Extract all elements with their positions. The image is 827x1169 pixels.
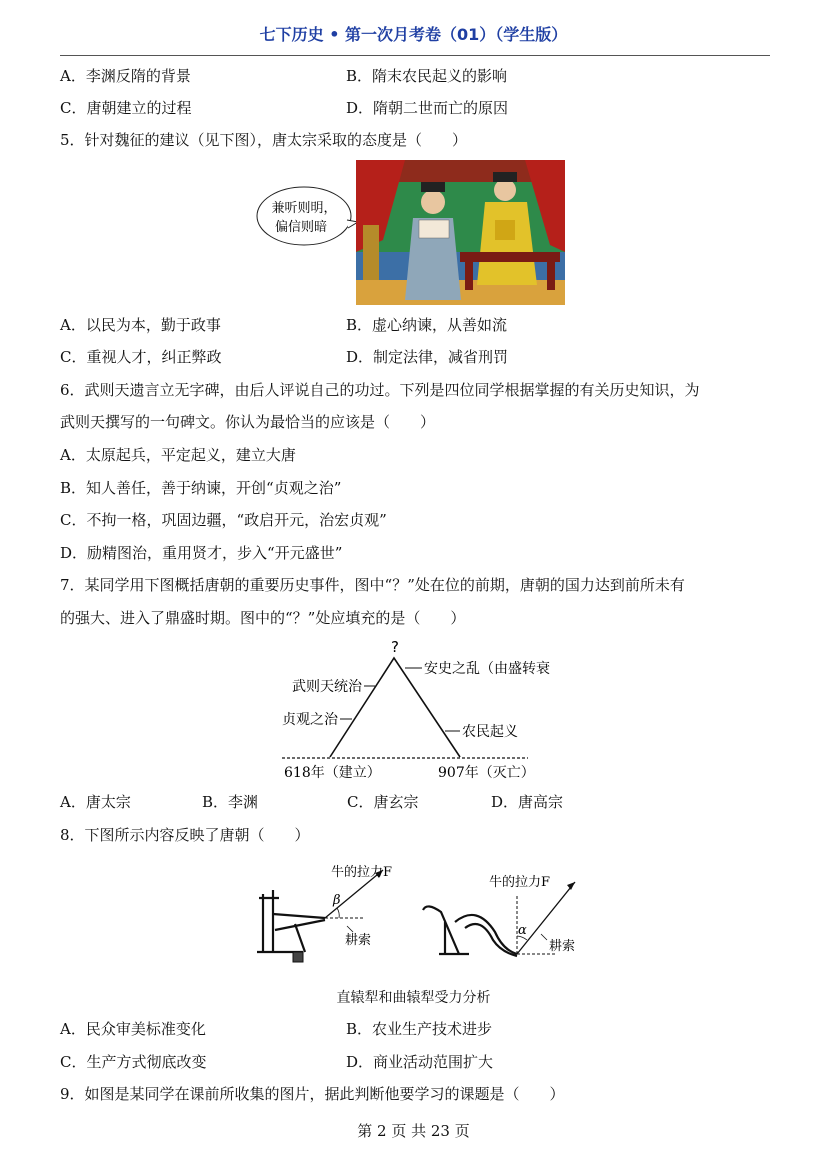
diagram-right-upper: 安史之乱（由盛转衰 [424,661,550,677]
header-rule [60,55,770,56]
q8-diagram-svg [245,852,595,977]
q5-painting-svg [255,160,567,306]
q7-tang-timeline-diagram [260,634,560,784]
q5-option-d: D．制定法律，减省刑罚 [346,348,509,366]
q7-option-c: C．唐玄宗 [347,793,419,811]
q8-option-d: D．商业活动范围扩大 [346,1053,494,1071]
speech-bubble [257,187,351,245]
page-number-footer: 第 2 页 共 23 页 [357,1122,470,1140]
q5-stem: 5．针对魏征的建议（见下图），唐太宗采取的态度是（ ） [60,131,468,149]
painting [356,160,565,305]
page-header: 七下历史 • 第一次月考卷（01）（学生版） [259,25,568,44]
right-rope-leader [541,934,547,940]
q5-option-a: A．以民为本，勤于政事 [60,316,221,334]
straight-plough [257,890,325,962]
q8-option-c: C．生产方式彻底改变 [60,1053,207,1071]
left-force-label: 牛的拉力F [331,865,393,880]
left-rope-label: 耕索 [345,933,372,948]
q4-option-c: C．唐朝建立的过程 [60,99,192,117]
q5-option-b: B．虚心纳谏，从善如流 [346,316,508,334]
q6-option-b: B．知人善任，善于纳谏，开创“贞观之治” [60,479,342,497]
q7-stem-line-2: 的强大、进入了鼎盛时期。图中的“？”处应填充的是（ ） [60,609,466,627]
q5-illustration [255,160,567,306]
curved-plough [423,906,517,956]
q7-diagram-svg [260,634,560,784]
q6-stem-line-1: 6．武则天遗言立无字碑，由后人评说自己的功过。下列是四位同学根据掌握的有关历史知识，为 [60,381,700,399]
bubble-line-2: 偏信则暗 [274,220,328,235]
right-angle-label: α [518,923,527,938]
diagram-left-lower: 贞观之治 [282,712,338,728]
q6-option-a: A．太原起兵，平定起义，建立大唐 [60,446,296,464]
left-angle-label: β [333,893,341,908]
q8-stem: 8．下图所示内容反映了唐朝（ ） [60,826,310,844]
q8-option-b: B．农业生产技术进步 [346,1020,493,1038]
left-rope-leader [347,926,353,932]
diagram-base-right: 907年（灭亡） [438,765,535,781]
right-rope-label: 耕索 [549,939,576,954]
diagram-right-lower: 农民起义 [462,724,518,740]
q4-option-b: B．隋末农民起义的影响 [346,67,508,85]
q8-plough-force-diagram [245,852,595,977]
q6-stem-line-2: 武则天撰写的一句碑文。你认为最恰当的应该是（ ） [60,413,436,431]
diagram-apex-label: ? [391,638,399,656]
bubble-line-1: 兼听则明， [271,201,337,216]
q7-option-b: B．李渊 [202,793,259,811]
right-force-label: 牛的拉力F [489,875,551,890]
q7-stem-line-1: 7．某同学用下图概括唐朝的重要历史事件，图中“？”处在位的前期，唐朝的国力达到前所未有 [60,576,685,594]
diagram-base-left: 618年（建立） [284,765,381,781]
q4-option-a: A．李渊反隋的背景 [60,67,191,85]
diagram-left-upper: 武则天统治 [292,679,362,695]
q6-option-d: D．励精图治，重用贤才，步入“开元盛世” [60,544,343,562]
q7-option-d: D．唐高宗 [491,793,564,811]
q5-option-c: C．重视人才，纠正弊政 [60,348,222,366]
left-angle-arc [337,908,339,918]
q6-option-c: C．不拘一格，巩固边疆，“政启开元，治宏贞观” [60,511,387,529]
q7-option-a: A．唐太宗 [60,793,131,811]
right-arrowhead [567,882,575,890]
q8-option-a: A．民众审美标准变化 [60,1020,206,1038]
q9-stem: 9．如图是某同学在课前所收集的图片，据此判断他要学习的课题是（ ） [60,1085,565,1103]
q4-option-d: D．隋朝二世而亡的原因 [346,99,509,117]
q8-figure-caption: 直辕犁和曲辕犁受力分析 [336,990,491,1006]
